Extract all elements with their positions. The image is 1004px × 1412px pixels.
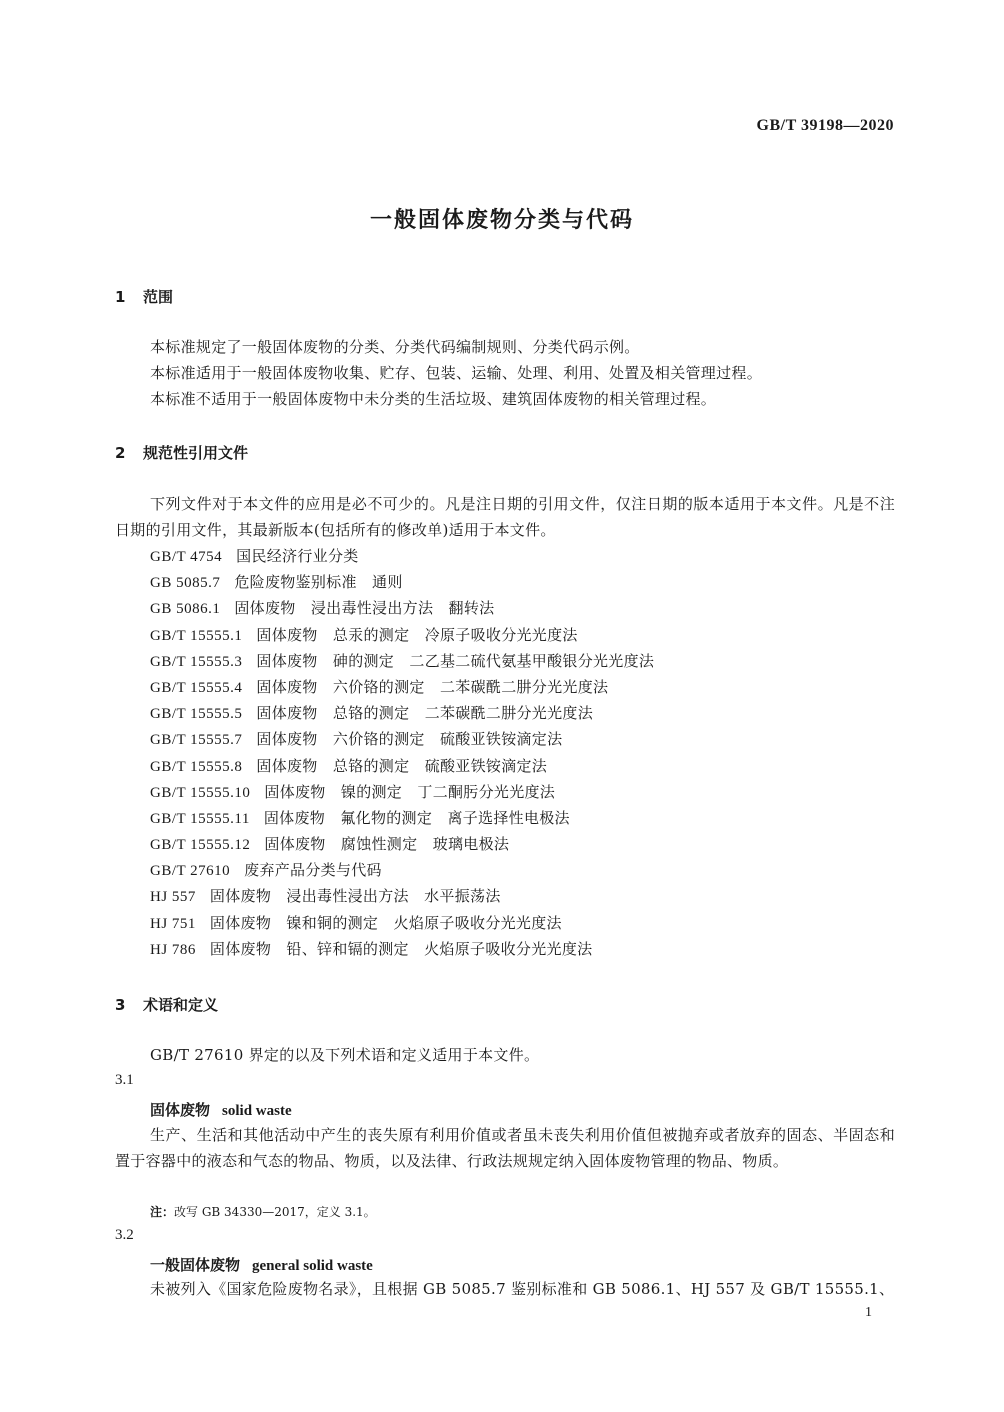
section-1-title: 范围 [143, 288, 174, 306]
term-3-1-number: 3.1 [115, 1072, 134, 1088]
reference-item [150, 857, 654, 883]
document-title: 一般固体废物分类与代码 [369, 208, 634, 233]
reference-item [150, 753, 654, 779]
normative-references-list [150, 543, 654, 962]
section-3-number: 3 [115, 996, 126, 1014]
reference-code: GB/T 15555.10 [150, 784, 251, 801]
reference-title: 固体废物 总铬的测定 二苯碳酰二肼分光光度法 [256, 704, 594, 723]
reference-title: 固体废物 浸出毒性浸出方法 翻转法 [234, 599, 495, 618]
reference-title: 废弃产品分类与代码 [244, 861, 382, 880]
reference-code: GB/T 15555.12 [150, 837, 251, 854]
term-3-2-number: 3.2 [115, 1227, 134, 1243]
reference-title: 国民经济行业分类 [236, 547, 359, 565]
standard-code: GB/T 39198—2020 [756, 117, 894, 134]
reference-title: 固体废物 氟化物的测定 离子选择性电极法 [263, 808, 570, 827]
reference-code: GB/T 15555.4 [150, 679, 243, 696]
reference-title: 固体废物 总铬的测定 硫酸亚铁铵滴定法 [256, 756, 548, 775]
reference-code: GB 5085.7 [150, 575, 221, 592]
section-2-intro: 下列文件对于本文件的应用是必不可少的。凡是注日期的引用文件，仅注日期的版本适用于本文件。凡是不注日期的引用文件，其最新版本(包括所有的修改单)适用于本文件。 [115, 495, 895, 539]
note-text: 改写 GB 34330—2017，定义 3.1。 [174, 1205, 376, 1219]
section-3-intro: GB/T 27610 界定的以及下列术语和定义适用于本文件。 [150, 1046, 540, 1064]
section-1-paragraph-2: 本标准适用于一般固体废物收集、贮存、包装、运输、处理、利用、处置及相关管理过程。 [150, 364, 763, 382]
reference-title: 危险废物鉴别标准 通则 [234, 573, 403, 592]
reference-title: 固体废物 砷的测定 二乙基二硫代氨基甲酸银分光光度法 [256, 651, 655, 670]
term-3-1-definition: 生产、生活和其他活动中产生的丧失原有利用价值或者虽未丧失利用价值但被抛弃或者放弃的固态、半固态和置于容器中的液态和气态的物品、物质，以及法律、行政法规规定纳入固体废物管理的物品、物质。 [115, 1126, 895, 1170]
reference-title: 固体废物 六价铬的测定 硫酸亚铁铵滴定法 [256, 730, 563, 749]
reference-item [150, 883, 654, 909]
reference-title: 固体废物 腐蚀性测定 玻璃电极法 [264, 835, 510, 854]
section-3-heading [115, 994, 218, 1015]
section-1-paragraph-1: 本标准规定了一般固体废物的分类、分类代码编制规则、分类代码示例。 [150, 338, 640, 356]
reference-code: GB/T 15555.11 [150, 810, 250, 827]
reference-title: 固体废物 镍和铜的测定 火焰原子吸收分光光度法 [209, 913, 562, 932]
reference-title: 固体废物 六价铬的测定 二苯碳酰二肼分光光度法 [256, 677, 609, 696]
reference-code: GB/T 15555.8 [150, 758, 243, 775]
term-3-2-en: general solid waste [252, 1258, 373, 1274]
reference-code: HJ 557 [150, 889, 196, 906]
reference-item [150, 831, 654, 857]
term-3-2-definition: 未被列入《国家危险废物名录》，且根据 GB 5085.7 鉴别标准和 GB 5086.1、HJ 557 及 GB/T 15555.1、 [150, 1280, 895, 1298]
reference-item [150, 648, 654, 674]
reference-code: GB/T 27610 [150, 863, 231, 880]
reference-title: 固体废物 浸出毒性浸出方法 水平振荡法 [209, 887, 501, 906]
term-3-1-heading [150, 1099, 292, 1120]
section-1-number: 1 [115, 288, 126, 306]
reference-title: 固体废物 铅、锌和镉的测定 火焰原子吸收分光光度法 [209, 939, 593, 958]
reference-item [150, 910, 654, 936]
reference-item [150, 936, 654, 962]
reference-item [150, 569, 654, 595]
term-3-2-heading [150, 1254, 373, 1275]
section-2-heading [115, 442, 248, 463]
reference-item [150, 779, 654, 805]
section-1-heading [115, 286, 173, 307]
page-number: 1 [865, 1305, 872, 1320]
note-label: 注： [150, 1205, 175, 1219]
reference-item [150, 805, 654, 831]
section-2-title: 规范性引用文件 [143, 444, 249, 462]
term-3-1-en: solid waste [222, 1103, 292, 1119]
reference-item [150, 543, 654, 569]
reference-title: 固体废物 镍的测定 丁二酮肟分光光度法 [264, 782, 556, 801]
reference-code: GB/T 15555.5 [150, 706, 243, 723]
reference-code: HJ 786 [150, 941, 196, 958]
reference-code: GB/T 15555.3 [150, 653, 243, 670]
section-2-number: 2 [115, 444, 126, 462]
reference-code: GB/T 15555.7 [150, 732, 243, 749]
reference-code: GB/T 15555.1 [150, 627, 243, 644]
reference-code: GB 5086.1 [150, 601, 221, 618]
reference-code: HJ 751 [150, 915, 196, 932]
section-1-paragraph-3: 本标准不适用于一般固体废物中未分类的生活垃圾、建筑固体废物的相关管理过程。 [150, 390, 717, 408]
reference-title: 固体废物 总汞的测定 冷原子吸收分光光度法 [256, 625, 578, 644]
reference-item [150, 700, 654, 726]
term-3-1-note [150, 1203, 376, 1220]
reference-code: GB/T 4754 [150, 549, 223, 565]
reference-item [150, 674, 654, 700]
term-3-2-zh: 一般固体废物 [150, 1256, 241, 1274]
reference-item [150, 595, 654, 621]
term-3-1-zh: 固体废物 [150, 1101, 211, 1119]
reference-item [150, 726, 654, 752]
reference-item [150, 622, 654, 648]
section-3-title: 术语和定义 [143, 996, 219, 1014]
